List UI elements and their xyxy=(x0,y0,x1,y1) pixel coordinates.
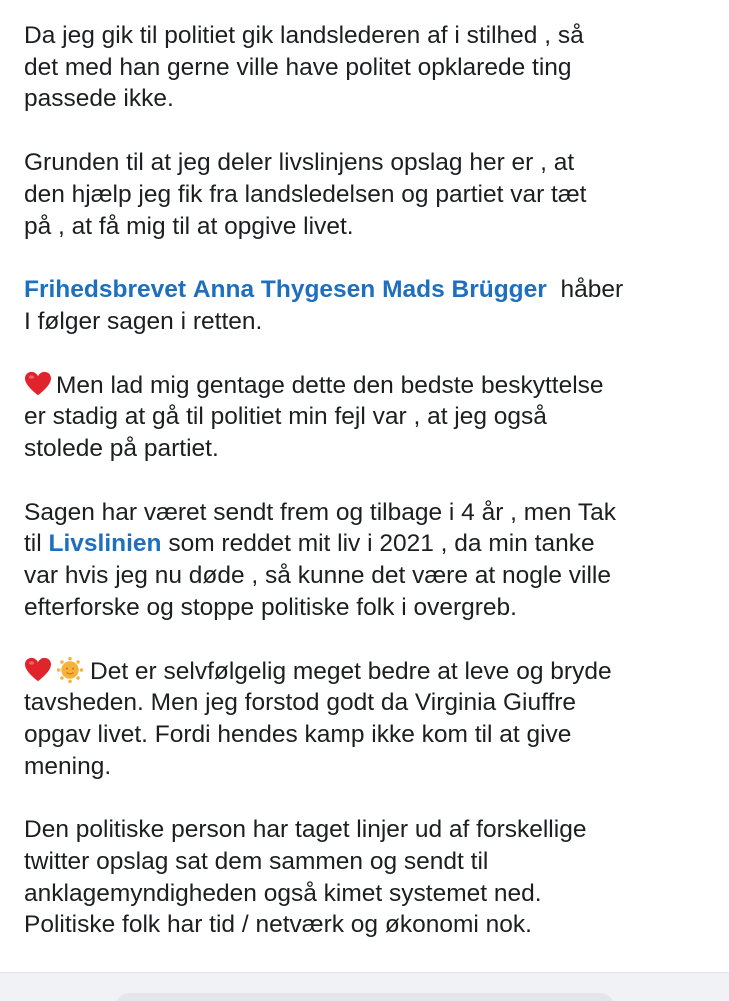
tag-link-mads-brugger[interactable]: Mads Brügger xyxy=(382,276,547,304)
paragraph-6 xyxy=(24,656,705,783)
text-fragment: håber xyxy=(560,276,624,304)
text-line: stolede på partiet. xyxy=(24,435,219,463)
text-line: anklagemyndigheden også kimet systemet ned. xyxy=(24,879,542,907)
paragraph-2 xyxy=(24,147,705,242)
heart-icon xyxy=(24,657,52,683)
bottom-bar xyxy=(0,972,729,1001)
text-fragment: som reddet mit liv i 2021 , da min tanke xyxy=(168,530,595,558)
paragraph-7 xyxy=(24,814,705,941)
text-line: Sagen har været sendt frem og tilbage i 4 år , men Tak xyxy=(24,498,616,526)
tag-link-frihedsbrevet[interactable]: Frihedsbrevet xyxy=(24,276,187,304)
text-line: efterforske og stoppe politiske folk i overgreb. xyxy=(24,593,517,621)
text-line: det med han gerne ville have politet opklarede ting xyxy=(24,53,572,81)
sun-face-icon xyxy=(56,656,84,684)
text-line: I følger sagen i retten. xyxy=(24,307,263,335)
text-line: er stadig at gå til politiet min fejl var , at jeg også xyxy=(24,403,547,431)
text-line xyxy=(24,656,705,688)
tag-link-anna-thygesen[interactable]: Anna Thygesen xyxy=(192,276,376,304)
text-line: var hvis jeg nu døde , så kunne det være at nogle ville xyxy=(24,562,611,590)
text-line: Politiske folk har tid / netværk og økonomi nok. xyxy=(24,911,532,939)
text-line: tavsheden. Men jeg forstod godt da Virginia Giuffre xyxy=(24,689,577,717)
text-line: den hjælp jeg fik fra landsledelsen og partiet var tæt xyxy=(24,180,587,208)
text-line: opgav livet. Fordi hendes kamp ikke kom til at give xyxy=(24,720,572,748)
text-line: twitter opslag sat dem sammen og sendt til xyxy=(24,848,489,876)
paragraph-4 xyxy=(24,370,705,465)
text-line: Den politiske person har taget linjer ud af forskellige xyxy=(24,816,587,844)
text-line: passede ikke. xyxy=(24,85,174,113)
text-fragment: Det er selvfølgelig meget bedre at leve og bryde xyxy=(90,657,612,685)
paragraph-3 xyxy=(24,274,705,337)
paragraph-1 xyxy=(24,20,705,115)
text-fragment: Men lad mig gentage dette den bedste beskyttelse xyxy=(56,371,604,399)
text-line: Grunden til at jeg deler livslinjens opslag her er , at xyxy=(24,149,575,177)
text-fragment: til xyxy=(24,530,42,558)
text-line: mening. xyxy=(24,752,112,780)
text-line xyxy=(24,528,705,560)
text-line: på , at få mig til at opgive livet. xyxy=(24,212,354,240)
heart-icon xyxy=(24,371,52,397)
tag-link-livslinien[interactable]: Livslinien xyxy=(48,530,162,558)
text-line xyxy=(24,274,705,306)
text-line: Da jeg gik til politiet gik landslederen af i stilhed , så xyxy=(24,22,584,49)
text-line xyxy=(24,370,705,402)
paragraph-5 xyxy=(24,497,705,624)
